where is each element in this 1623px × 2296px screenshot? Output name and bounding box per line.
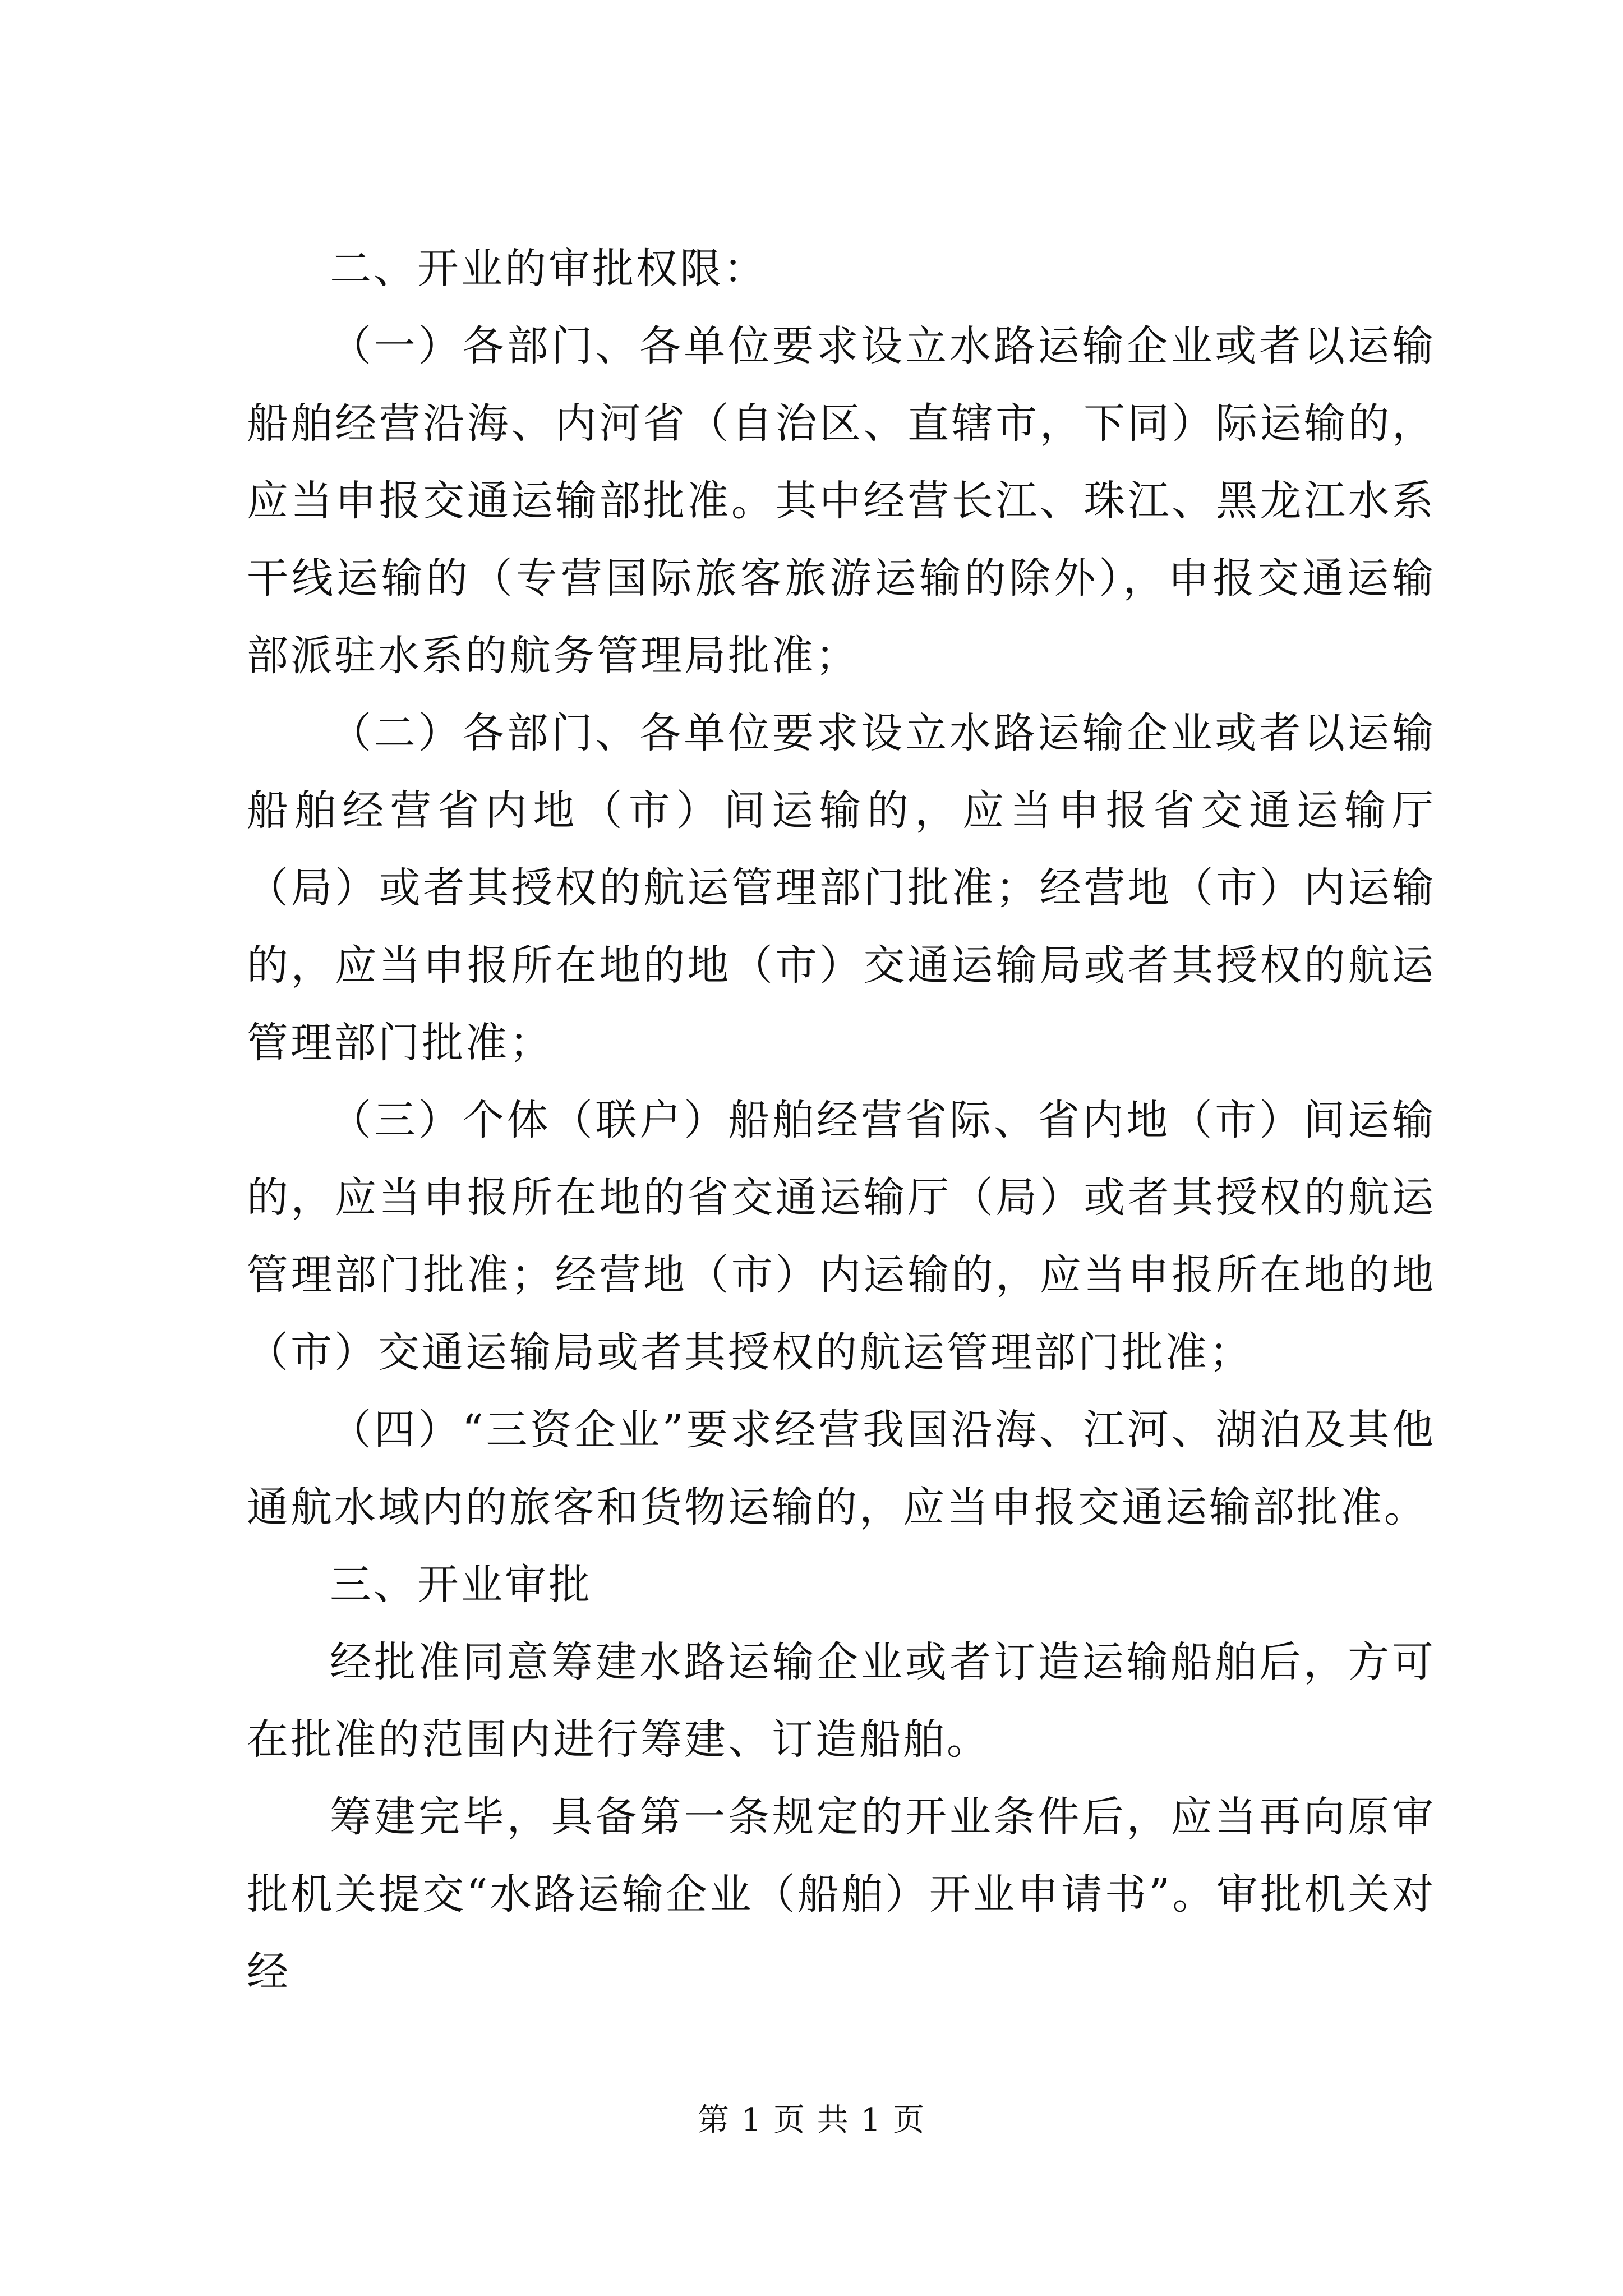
paragraph-item-4: （四）“三资企业”要求经营我国沿海、江河、湖泊及其他通航水域内的旅客和货物运输的，应当申报交通运输部批准。 [247,1406,1436,1531]
paragraph-item-3: （三）个体（联户）船舶经营省际、省内地（市）间运输的，应当申报所在地的省交通运输厅（局）或者其授权的航运管理部门批准；经营地（市）内运输的，应当申报所在地的地（市）交通运输局或者其授权的航运管理部门批准； [247,1096,1436,1377]
paragraph-application: 筹建完毕，具备第一条规定的开业条件后，应当再向原审批机关提交“水路运输企业（船舶）开业申请书”。审批机关对经 [247,1793,1436,1996]
paragraph-item-1: （一）各部门、各单位要求设立水路运输企业或者以运输船舶经营沿海、内河省（自治区、直辖市，下同）际运输的，应当申报交通运输部批准。其中经营长江、珠江、黑龙江水系干线运输的（专营国际旅客旅游运输的除外），申报交通运输部派驻水系的航务管理局批准； [247,322,1436,680]
paragraph-preparation: 经批准同意筹建水路运输企业或者订造运输船舶后，方可在批准的范围内进行筹建、订造船舶。 [247,1638,1436,1764]
document-body [247,230,1436,2010]
heading-business-approval: 三、开业审批 [330,1561,592,1609]
heading-approval-authority: 二、开业的审批权限： [330,245,767,293]
paragraph-item-2: （二）各部门、各单位要求设立水路运输企业或者以运输船舶经营省内地（市）间运输的，应当申报省交通运输厅（局）或者其授权的航运管理部门批准；经营地（市）内运输的，应当申报所在地的地（市）交通运输局或者其授权的航运管理部门批准； [247,709,1436,1067]
page-footer: 第 1 页 共 1 页 [697,2102,926,2138]
